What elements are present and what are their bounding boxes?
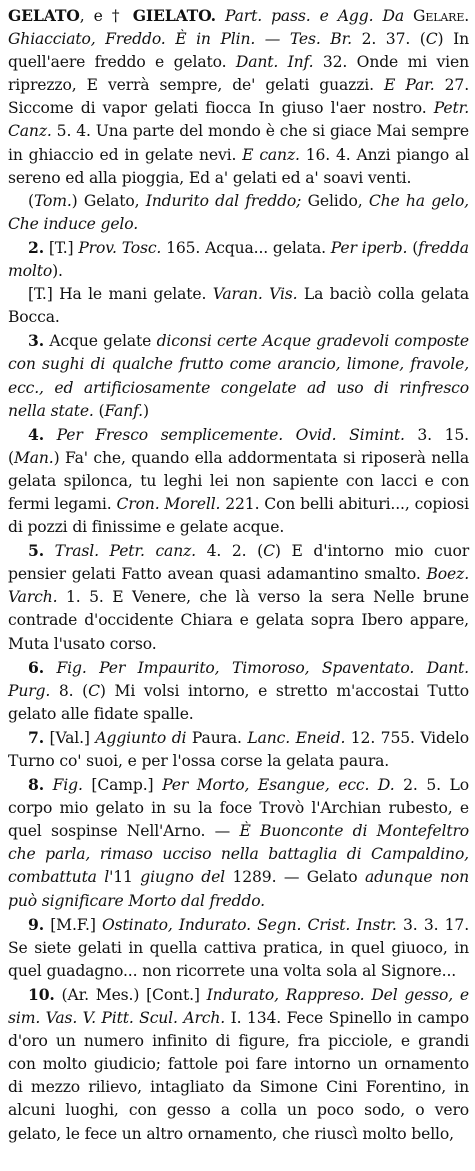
entry-sense-paragraph — [8, 726, 469, 773]
text-run: I. 134. Fece Spinello in campo d'oro un numero infinito di figure, fra picciole, e grandi con molto giudicio; fattole poi fare intorno un ornamento di mezzo rilievo, intagliato da Simone Cini Forentino, in alcuni luoghi, con gesso a colla un poco sodo, o vero gelato, le fece un altro ornamento, che riuscì molto bello, — [8, 1009, 469, 1143]
bold-run: 3. — [28, 331, 44, 351]
text-run: Acque gelate — [43, 332, 157, 351]
bold-run: GIELATO. — [132, 6, 216, 25]
entry-sense-paragraph — [8, 190, 469, 236]
text-run: ) Gelato, — [71, 191, 146, 210]
text-run — [404, 7, 413, 25]
text-run: . — Gelato — [271, 868, 365, 887]
italic-run: Fig. — [52, 776, 83, 795]
text-run: Paura. — [186, 728, 248, 747]
entry-sense-paragraph — [8, 913, 469, 983]
italic-run: C — [263, 542, 275, 561]
text-run — [44, 426, 57, 444]
italic-run: Ghiacciato, Freddo. È in Plin. — Tes. Br. — [8, 30, 352, 49]
text-run: 16. 4. Anzi piango al sereno ed alla pioggia, Ed a' gelati ed a' soavi venti. — [8, 145, 469, 187]
italic-run: Tom. — [33, 191, 72, 210]
italic-run: diconsi certe Acque gradevoli composte con sughi di qualche frutto come arancio, limone, fravole, ecc., ed artificiosamente congelate ad uso di rinfresco nella state. — [8, 332, 469, 420]
dictionary-entry-gelato — [8, 4, 469, 1146]
text-run — [44, 659, 57, 677]
entry-sense-paragraph — [8, 773, 469, 913]
italic-run: E canz. — [242, 145, 300, 164]
italic-run: Indurato, Rappreso. Del gesso, e sim. Vas. V. Pitt. Scul. Arch. — [8, 985, 469, 1028]
italic-run: Fig. Per Impaurito, Timoroso, Spaventato. Dant. Purg. — [8, 658, 469, 700]
text-run: [Camp.] — [82, 776, 163, 795]
italic-run: fredda molto — [8, 238, 469, 281]
text-run: 5. 4. Una parte del mondo è che si giace Mai sempre in ghiaccio ed in gelate nevi. — [8, 122, 469, 164]
bold-run: 8. — [28, 775, 44, 795]
italic-run: È Buonconte di Montefeltro che parla, rimaso ucciso nella battaglia di Campaldino, combattuta l' — [8, 822, 470, 887]
text-run: 1289 — [232, 868, 272, 887]
text-run: 2. 37. ( — [351, 30, 426, 49]
text-run: ] — [67, 238, 79, 257]
bold-run: 4. — [28, 424, 44, 444]
text-run: ( — [28, 191, 34, 210]
text-run: [ — [43, 238, 55, 257]
text-run: (Ar. Mes.) [Cont.] — [54, 985, 207, 1004]
italic-run: Boez. Varch. — [8, 565, 469, 607]
italic-run: C — [425, 30, 438, 49]
entry-sense-paragraph — [8, 539, 469, 655]
text-run: ( — [93, 401, 105, 420]
smallcaps-run: Gelare. — [413, 7, 470, 25]
italic-run: Lanc. Eneid. — [247, 728, 346, 747]
text-run: 8. ( — [50, 681, 89, 700]
text-run: ). — [52, 262, 63, 281]
italic-run: Fanf. — [104, 401, 143, 420]
entry-sense-paragraph — [8, 329, 469, 422]
text-run: ] Ha le mani gelate. — [46, 285, 213, 304]
text-run: ( — [407, 238, 419, 257]
text-run: ) E d'intorno mio cuor pensier gelati Fatto avean quasi adamantino smalto. — [8, 542, 470, 584]
bold-run: 5. — [28, 541, 44, 561]
text-run — [44, 542, 55, 560]
bold-run: 7. — [28, 727, 44, 747]
text-run: 221. Con belli abituri..., copiosi di pozzi di finissime e gelate acque. — [8, 494, 469, 537]
italic-run: Indurito dal freddo; — [145, 191, 302, 210]
italic-run: C — [88, 681, 100, 700]
text-run: Gelido, — [301, 191, 369, 210]
smallcaps-run: T. — [33, 285, 47, 304]
italic-run: Cron. Morell. — [116, 494, 221, 513]
italic-run: Ostinato, Indurato. Segn. Crist. Instr. — [102, 915, 397, 934]
italic-run: Dant. Inf. — [235, 53, 314, 72]
text-run: [Val.] — [43, 728, 96, 747]
italic-run: E Par. — [384, 76, 435, 95]
entry-sense-paragraph — [8, 423, 469, 539]
italic-run: Petr. Canz. — [8, 99, 469, 141]
italic-run: adunque non può significare Morto dal freddo. — [8, 868, 469, 910]
entry-sense-paragraph — [8, 983, 469, 1146]
text-run: ) In quell'aere freddo e gelato. — [8, 30, 469, 72]
entry-sense-paragraph — [8, 236, 469, 283]
italic-run: Aggiunto di — [95, 728, 187, 747]
text-run: La baciò colla gelata Bocca. — [8, 285, 469, 327]
italic-run: Varan. Vis. — [212, 285, 298, 304]
text-run: 12. 755. Videlo Turno co' suoi, e per l'ossa corse la gelata paura. — [8, 728, 469, 770]
entry-sense-paragraph — [8, 283, 469, 329]
text-run: 27. Siccome di vapor gelati fiocca In giuso l'aer nostro. — [8, 76, 470, 118]
italic-run: Part. pass. e Agg. Da — [225, 7, 404, 25]
text-run: 3. 3. 17. Se siete gelati in quella cattiva pratica, in quel giuoco, in quel guadagno... non ricorrete una volta sola al Signore... — [8, 915, 469, 980]
bold-run: 10. — [28, 984, 55, 1004]
text-run: 1. 5. E Venere, che là verso la sera Nelle brune contrade d'occidente Chiara e gelata sopra Ibero appare, Muta l'usato corso. — [8, 588, 469, 653]
smallcaps-run: T. — [54, 238, 68, 257]
italic-run: Man. — [13, 448, 54, 467]
text-run: [ — [28, 285, 34, 304]
text-run: ) Mi volsi intorno, e stretto m'accostai Tutto gelato alle fidate spalle. — [8, 681, 469, 723]
italic-run: giugno del — [132, 868, 233, 887]
text-run: 165. Acqua... gelata. — [161, 238, 331, 257]
text-run: 2. 5. Lo corpo mio gelato in su la foce Trovò l'Archian rubesto, e quel sospinse Nell'Arno. — — [8, 776, 469, 841]
italic-run: Prov. Tosc. — [78, 238, 162, 257]
text-run: 4. 2. ( — [195, 542, 264, 561]
italic-run: Per Fresco semplicemente. Ovid. Simint. — [56, 425, 405, 444]
bold-run: 9. — [28, 914, 44, 934]
italic-run: Per iperb. — [330, 238, 408, 257]
italic-run: Trasl. Petr. canz. — [54, 542, 196, 561]
text-run: , e † — [79, 7, 133, 25]
italic-run: Per Morto, Esangue, ecc. D. — [162, 776, 395, 795]
entry-sense-paragraph — [8, 656, 469, 726]
text-run: 3. 15. ( — [8, 425, 469, 467]
text-run: 32. Onde mi vien riprezzo, E verrà sempre, de' gelati guazzi. — [8, 53, 469, 95]
entry-headword-paragraph — [8, 4, 469, 190]
bold-run: 6. — [28, 657, 44, 677]
bold-run: 2. — [28, 237, 44, 257]
text-run — [216, 7, 225, 25]
text-run: ) Fa' che, quando ella addormentata si riposerà nella gelata spilonca, tu leghi lei non sapiente con lacci e con fermi legami. — [8, 448, 469, 513]
bold-run: GELATO — [8, 6, 80, 25]
italic-run: Che ha gelo, Che induce gelo. — [8, 191, 469, 233]
text-run: ) — [143, 401, 149, 420]
text-run: [M.F.] — [43, 915, 103, 934]
text-run — [44, 776, 53, 794]
text-run: 11 — [113, 868, 133, 887]
